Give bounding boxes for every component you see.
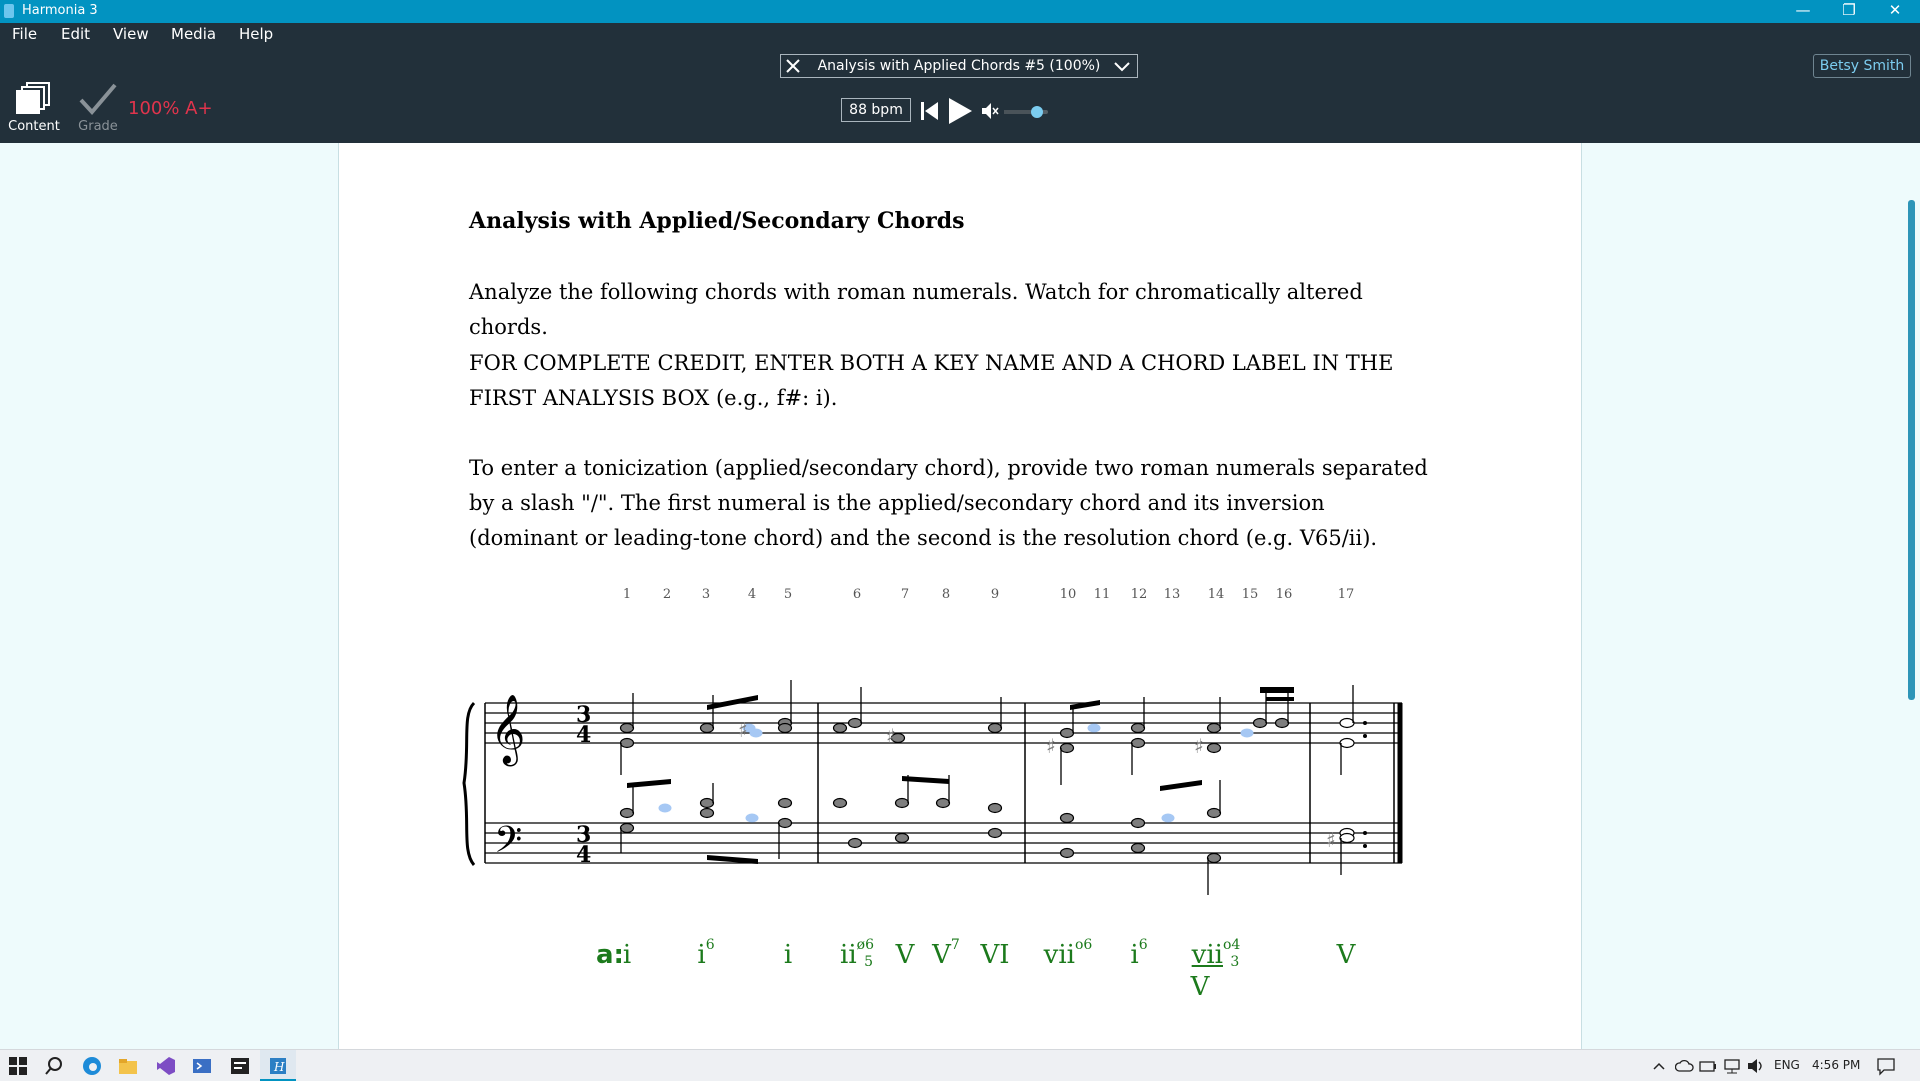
- chord-number: 9: [990, 587, 1000, 602]
- chord-number: 1: [622, 587, 632, 602]
- powershell-icon[interactable]: [192, 1056, 212, 1076]
- highlighted-notes: [659, 724, 1254, 823]
- search-icon[interactable]: [44, 1056, 64, 1076]
- volume-icon[interactable]: [1746, 1056, 1766, 1076]
- roman-numeral[interactable]: [896, 940, 915, 970]
- chord-number: 3: [701, 587, 711, 602]
- rn-base: i: [783, 940, 793, 970]
- credit-paragraph: FOR COMPLETE CREDIT, ENTER BOTH A KEY NAME AND A CHORD LABEL IN THE FIRST ANALYSIS BOX (e.g., f#: i).: [469, 351, 1394, 410]
- menu-edit[interactable]: Edit: [61, 25, 91, 43]
- menu-help[interactable]: Help: [239, 25, 274, 43]
- pages-icon: [16, 82, 52, 116]
- harmonia-app-icon: [4, 4, 14, 18]
- taskbar-harmonia-app[interactable]: [260, 1050, 296, 1081]
- rn-figure: o4: [1222, 937, 1241, 953]
- chord-number: 10: [1059, 587, 1077, 602]
- language-indicator[interactable]: ENG: [1774, 1058, 1800, 1072]
- roman-numeral[interactable]: [697, 937, 715, 970]
- volume-knob[interactable]: [1031, 106, 1043, 118]
- windows-start-icon[interactable]: [8, 1056, 28, 1076]
- rn-figure: o6: [1074, 937, 1093, 953]
- rn-base: vii: [1043, 940, 1075, 970]
- roman-numeral[interactable]: [784, 940, 792, 970]
- user-button[interactable]: Betsy Smith: [1813, 54, 1911, 78]
- window-title: Harmonia 3: [22, 3, 98, 18]
- tempo-field[interactable]: 88 bpm: [841, 98, 911, 122]
- svg-text:4: 4: [576, 722, 592, 748]
- chord-number: 12: [1130, 587, 1148, 602]
- rn-figure-bottom: 5: [864, 954, 873, 970]
- volume-slider[interactable]: [1004, 110, 1048, 114]
- roman-numeral[interactable]: [840, 937, 874, 970]
- menu-file[interactable]: File: [12, 25, 38, 43]
- grade-label: Grade: [78, 119, 118, 134]
- title-bar: [0, 0, 1920, 23]
- score-display: 100% A+: [128, 98, 213, 119]
- chevron-down-icon[interactable]: [1113, 61, 1131, 73]
- instruction-paragraph: Analyze the following chords with roman numerals. Watch for chromatically altered chords.: [469, 280, 1363, 339]
- svg-text:♯: ♯: [738, 718, 748, 742]
- chord-number: 2: [662, 587, 672, 602]
- svg-text:♯: ♯: [1194, 734, 1204, 758]
- brace: [464, 703, 474, 865]
- rn-figure: 6: [1138, 937, 1148, 953]
- exercise-title: Analysis with Applied Chords #5 (100%): [817, 58, 1101, 74]
- toolbar: [0, 46, 1920, 143]
- chord-number: 4: [747, 587, 757, 602]
- chord-number: 13: [1163, 587, 1181, 602]
- cloud-icon[interactable]: [1675, 1056, 1695, 1076]
- roman-numeral[interactable]: [1337, 940, 1356, 970]
- rn-figure-bottom: 3: [1230, 954, 1240, 970]
- network-icon[interactable]: [1722, 1056, 1742, 1076]
- chord-number: 15: [1241, 587, 1259, 602]
- svg-text:3: 3: [576, 702, 592, 728]
- rn-base: vii: [1191, 940, 1223, 970]
- chord-number: 6: [852, 587, 862, 602]
- skip-to-start-icon[interactable]: [920, 100, 940, 122]
- roman-numeral[interactable]: [1130, 937, 1148, 970]
- grade-button[interactable]: [70, 82, 126, 132]
- checkmark-icon: [78, 82, 118, 116]
- treble-clef-icon: 𝄞: [490, 694, 526, 764]
- chord-number: 7: [900, 587, 910, 602]
- roman-numeral-secondary[interactable]: [1191, 937, 1241, 970]
- terminal-icon[interactable]: [230, 1056, 250, 1076]
- notes: [621, 719, 1355, 863]
- rn-figure: 7: [950, 937, 960, 953]
- battery-icon[interactable]: [1698, 1056, 1718, 1076]
- taskbar: [0, 1049, 1920, 1081]
- time-signature: [576, 702, 591, 868]
- rn-base: i: [1130, 940, 1139, 970]
- chord-number: 11: [1093, 587, 1111, 602]
- rn-base: ii: [840, 940, 857, 970]
- chevron-up-icon[interactable]: [1652, 1056, 1666, 1076]
- grand-staff: [460, 675, 1420, 915]
- roman-numeral[interactable]: [623, 940, 631, 970]
- harmonia-app-icon: [268, 1056, 288, 1076]
- accidentals: [738, 718, 1336, 852]
- content-label: Content: [8, 119, 60, 134]
- rn-base: VI: [980, 940, 1010, 970]
- chord-number: 16: [1275, 587, 1293, 602]
- file-explorer-icon[interactable]: [118, 1056, 138, 1076]
- chord-number: 17: [1337, 587, 1355, 602]
- visual-studio-icon[interactable]: [156, 1056, 176, 1076]
- roman-numeral[interactable]: [1043, 937, 1093, 970]
- notifications-icon[interactable]: [1876, 1056, 1896, 1076]
- rn-figure: 6: [705, 937, 715, 953]
- rn-base: V: [932, 940, 951, 970]
- restore-button[interactable]: ❐: [1842, 1, 1856, 19]
- chord-number: 5: [783, 587, 793, 602]
- tonicization-paragraph: To enter a tonicization (applied/secondary chord), provide two roman numerals separated by a slash "/". The first numeral is the applied/secondary chord and its inversion (dominant or leading-tone chord) and the second is the resolution chord (e.g. V65/ii).: [469, 456, 1428, 550]
- svg-text:♯: ♯: [886, 724, 896, 748]
- content-button[interactable]: [6, 82, 62, 132]
- menu-view[interactable]: View: [113, 25, 149, 43]
- chord-number: 14: [1207, 587, 1225, 602]
- svg-text:H: H: [274, 1060, 285, 1074]
- roman-numeral[interactable]: [932, 937, 960, 970]
- svg-text:♯: ♯: [1046, 734, 1056, 758]
- edge-browser-icon[interactable]: [82, 1056, 102, 1076]
- minimize-button[interactable]: —: [1795, 1, 1811, 19]
- exercise-heading: Analysis with Applied/Secondary Chords: [469, 208, 965, 234]
- menu-media[interactable]: Media: [171, 25, 217, 43]
- chord-number: 8: [941, 587, 951, 602]
- rn-base: i: [622, 940, 632, 970]
- exercise-selector[interactable]: [780, 54, 1138, 78]
- menu-bar: [0, 23, 1920, 46]
- svg-text:♯: ♯: [1326, 828, 1336, 852]
- vertical-scrollbar[interactable]: [1908, 200, 1915, 700]
- play-icon[interactable]: [946, 96, 974, 126]
- roman-numeral[interactable]: [980, 940, 1009, 970]
- analysis-key[interactable]: a:: [596, 940, 624, 970]
- speaker-mute-icon[interactable]: [980, 101, 1000, 121]
- bass-clef-icon: 𝄢: [494, 819, 523, 870]
- rn-figure: ø6: [856, 937, 874, 953]
- secondary-target: V: [1190, 972, 1210, 1002]
- rn-base: i: [697, 940, 706, 970]
- svg-text:4: 4: [576, 842, 592, 868]
- fermatas: [1363, 721, 1367, 848]
- svg-text:3: 3: [576, 822, 592, 848]
- clock[interactable]: 4:56 PM: [1812, 1058, 1861, 1072]
- rn-base: V: [895, 940, 915, 970]
- rn-base: V: [1336, 940, 1356, 970]
- close-window-button[interactable]: ✕: [1888, 1, 1902, 19]
